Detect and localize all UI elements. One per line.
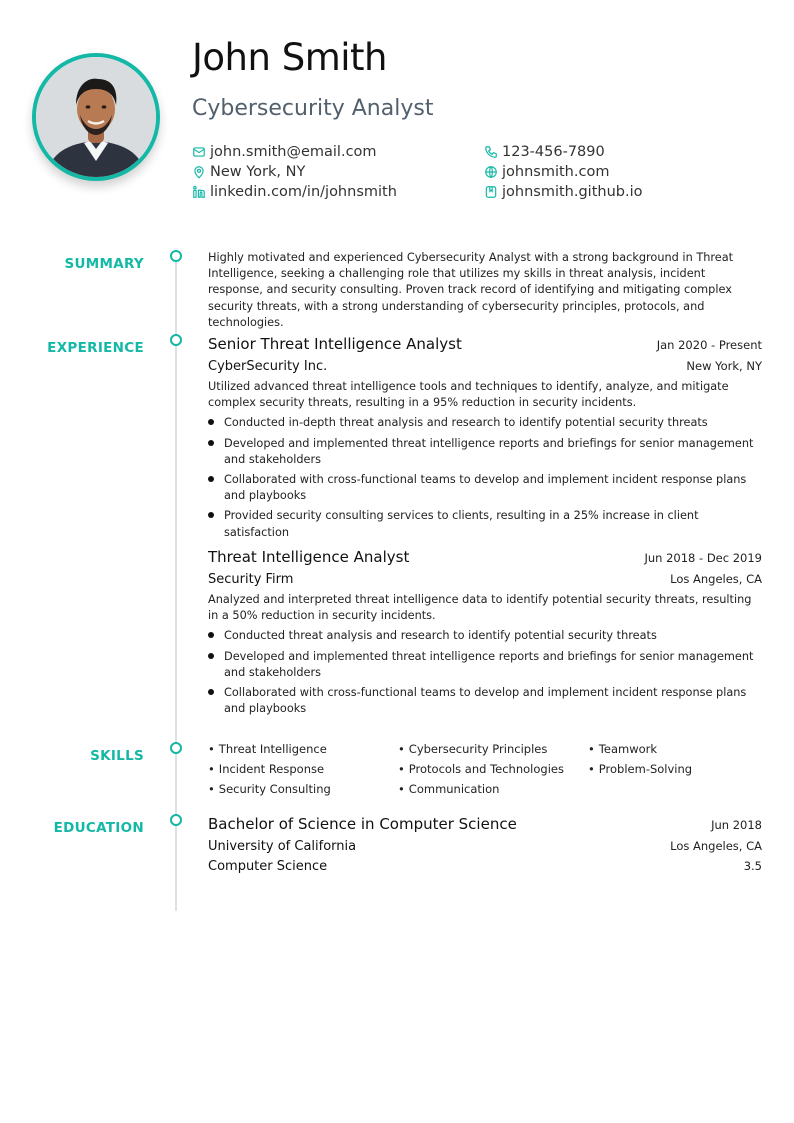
skill-item: • Problem-Solving — [588, 761, 768, 777]
job-bullet — [208, 472, 756, 504]
bullet-text: Conducted in-depth threat analysis and research to identify potential security threats — [224, 416, 708, 430]
job-description: Utilized advanced threat intelligence tools and techniques to identify, analyze, and mitigate complex security threats, resulting in a 95% reduction in security incidents. — [208, 380, 729, 410]
github-text: johnsmith.github.io — [502, 184, 643, 200]
job-bullet — [208, 628, 756, 644]
contact-website[interactable] — [484, 163, 609, 181]
phone-icon — [484, 145, 498, 159]
contact-email[interactable] — [192, 143, 377, 161]
job-location: Los Angeles, CA — [670, 572, 762, 586]
job-date: Jun 2018 - Dec 2019 — [644, 551, 762, 565]
job-bullet — [208, 436, 756, 468]
bullet-dot — [208, 512, 214, 518]
linkedin-text: linkedin.com/in/johnsmith — [210, 184, 397, 200]
edu-date: Jun 2018 — [711, 818, 762, 832]
location-text: New York, NY — [210, 164, 306, 180]
job-bullets — [208, 415, 762, 540]
edu-field: Computer Science — [208, 859, 328, 874]
website-text: johnsmith.com — [502, 164, 610, 180]
job-role: Threat Intelligence Analyst — [208, 548, 410, 566]
job-bullets — [208, 628, 762, 717]
bullet-text: Developed and implemented threat intelligence reports and briefings for senior management and stakeholders — [224, 649, 754, 679]
bullet-text: Provided security consulting services to clients, resulting in a 25% increase in client satisfaction — [224, 509, 699, 539]
job-bullet — [208, 508, 756, 540]
avatar-illustration — [36, 57, 156, 177]
globe-icon — [484, 165, 498, 179]
job-bullet — [208, 415, 756, 431]
bullet-dot — [208, 419, 214, 425]
bullet-dot — [208, 632, 214, 638]
education-item — [208, 815, 762, 874]
timeline-dot-education — [170, 814, 182, 826]
section-title-skills: SKILLS — [90, 748, 144, 764]
bookmark-icon — [484, 185, 498, 199]
edu-school: University of California — [208, 839, 357, 854]
bullet-dot — [208, 476, 214, 482]
timeline-dot-summary — [170, 250, 182, 262]
job-location: New York, NY — [686, 359, 762, 373]
edu-gpa: 3.5 — [743, 859, 762, 873]
bullet-text: Developed and implemented threat intelligence reports and briefings for senior management and stakeholders — [224, 436, 754, 466]
skill-item: • Cybersecurity Principles — [398, 741, 588, 757]
email-text: john.smith@email.com — [210, 144, 377, 160]
bullet-dot — [208, 440, 214, 446]
map-pin-icon — [192, 165, 206, 179]
bullet-dot — [208, 689, 214, 695]
linkedin-icon — [192, 185, 206, 199]
skill-item: • Teamwork — [588, 741, 768, 757]
timeline-dot-experience — [170, 334, 182, 346]
job-company: CyberSecurity Inc. — [208, 359, 328, 374]
timeline-line — [175, 256, 177, 911]
section-title-education: EDUCATION — [53, 820, 144, 836]
summary-text: Highly motivated and experienced Cybersecurity Analyst with a strong background in Threat Intelligence, seeking a challenging role that utilizes my skills in threat analysis, incident response, and security consulting. Proven track record of identifying and mitigating complex security threats, with a strong understanding of cybersecurity principles, protocols, and technologies. — [208, 251, 734, 329]
skill-item: • Threat Intelligence — [208, 741, 398, 757]
job-date: Jan 2020 - Present — [656, 338, 762, 352]
job-company: Security Firm — [208, 572, 294, 587]
bullet-text: Conducted threat analysis and research to identify potential security threats — [224, 629, 657, 643]
skill-item: • Security Consulting — [208, 781, 398, 797]
section-title-experience: EXPERIENCE — [47, 340, 144, 356]
experience-item — [208, 548, 762, 721]
skill-item: • Protocols and Technologies — [398, 761, 588, 777]
phone-text: 123-456-7890 — [502, 144, 605, 160]
job-role: Senior Threat Intelligence Analyst — [208, 335, 462, 353]
candidate-name: John Smith — [192, 36, 387, 79]
skill-item: • Incident Response — [208, 761, 398, 777]
skill-item: • Communication — [398, 781, 588, 797]
job-bullet — [208, 649, 756, 681]
bullet-text: Collaborated with cross-functional teams to develop and implement incident response plans and playbooks — [224, 473, 747, 503]
bullet-text: Collaborated with cross-functional teams to develop and implement incident response plans and playbooks — [224, 686, 747, 716]
job-description: Analyzed and interpreted threat intelligence data to identify potential security threats, resulting in a 50% reduction in security incidents. — [208, 593, 752, 623]
contact-linkedin[interactable] — [192, 183, 397, 201]
contact-location — [192, 163, 305, 181]
section-title-summary: SUMMARY — [64, 256, 144, 272]
mail-icon — [192, 145, 206, 159]
edu-degree: Bachelor of Science in Computer Science — [208, 815, 517, 833]
contact-phone[interactable] — [484, 143, 605, 161]
candidate-title: Cybersecurity Analyst — [192, 96, 434, 121]
job-bullet — [208, 685, 756, 717]
profile-photo — [32, 53, 160, 181]
contact-github[interactable] — [484, 183, 642, 201]
edu-location: Los Angeles, CA — [670, 839, 762, 853]
experience-item — [208, 335, 762, 545]
skills-list — [208, 741, 768, 797]
bullet-dot — [208, 653, 214, 659]
timeline-dot-skills — [170, 742, 182, 754]
